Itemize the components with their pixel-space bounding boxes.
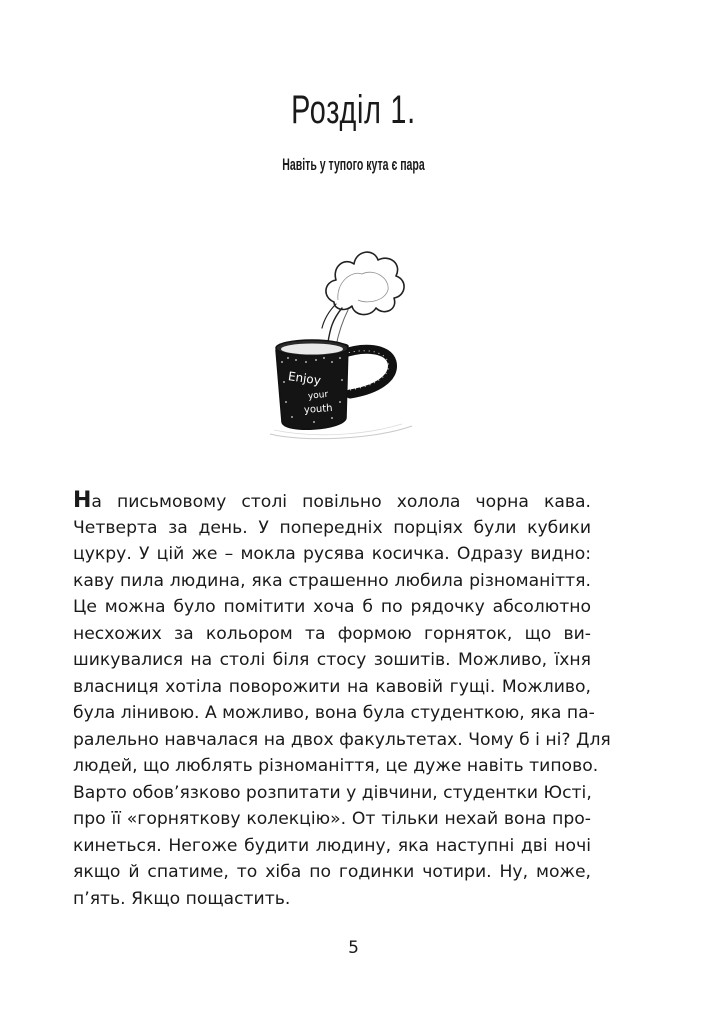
mug-text-line1: Enjoy: [287, 369, 322, 388]
text-line: шикувалися на столі біля стосу зошитів. Можливо, їхня: [73, 650, 591, 670]
text-line: була лінивою. А можливо, вона була студенткою, яка па-: [73, 703, 595, 723]
text-line: несхожих за кольором та формою горняток, що ви-: [73, 623, 591, 644]
text-line: п’ять. Якщо пощастить.: [73, 888, 291, 909]
text-line: про її «горняткову колекцію». От тільки нехай вона про-: [73, 809, 591, 829]
text-line: Варто обов’язково розпитати у дівчини, студентки Юсті,: [73, 782, 592, 803]
text-line: Це можна було помітити хоча б по рядочку абсолютно: [73, 597, 591, 617]
mug-text-line3: youth: [303, 402, 333, 416]
coffee-mug-with-steam-icon: [262, 212, 422, 447]
text-line: каву пила людина, яка страшенно любила різноманіття.: [73, 570, 591, 591]
text-line: якщо й спатиме, то хіба по годинки чотири. Ну, може,: [73, 862, 591, 882]
text-line-content: а письмовому столі повільно холола чорна кава.: [91, 492, 591, 512]
text-line: Четверта за день. У попередніх порціях були кубики: [73, 517, 591, 538]
text-line: кинеться. Негоже будити людину, яка наступні дві ночі: [73, 835, 591, 856]
text-line: власниця хотіла поворожити на кавовій гущі. Можливо,: [73, 676, 591, 697]
chapter-body-text: [73, 488, 611, 912]
text-line: людей, що люблять різноманіття, це дуже навіть типово.: [73, 756, 599, 776]
text-line: ралельно навчалася на двох факультетах. Чому б і ні? Для: [73, 729, 611, 750]
dropcap-letter: Н: [73, 488, 92, 513]
text-line: цукру. У цій же – мокла русява косичка. Одразу видно:: [73, 544, 591, 564]
page-number: 5: [348, 938, 359, 958]
text-line: [73, 488, 591, 515]
chapter-title: Розділ 1.: [291, 88, 416, 132]
chapter-subtitle: Навіть у тупого кута є пара: [282, 155, 425, 174]
mug-text-line2: your: [307, 389, 329, 402]
